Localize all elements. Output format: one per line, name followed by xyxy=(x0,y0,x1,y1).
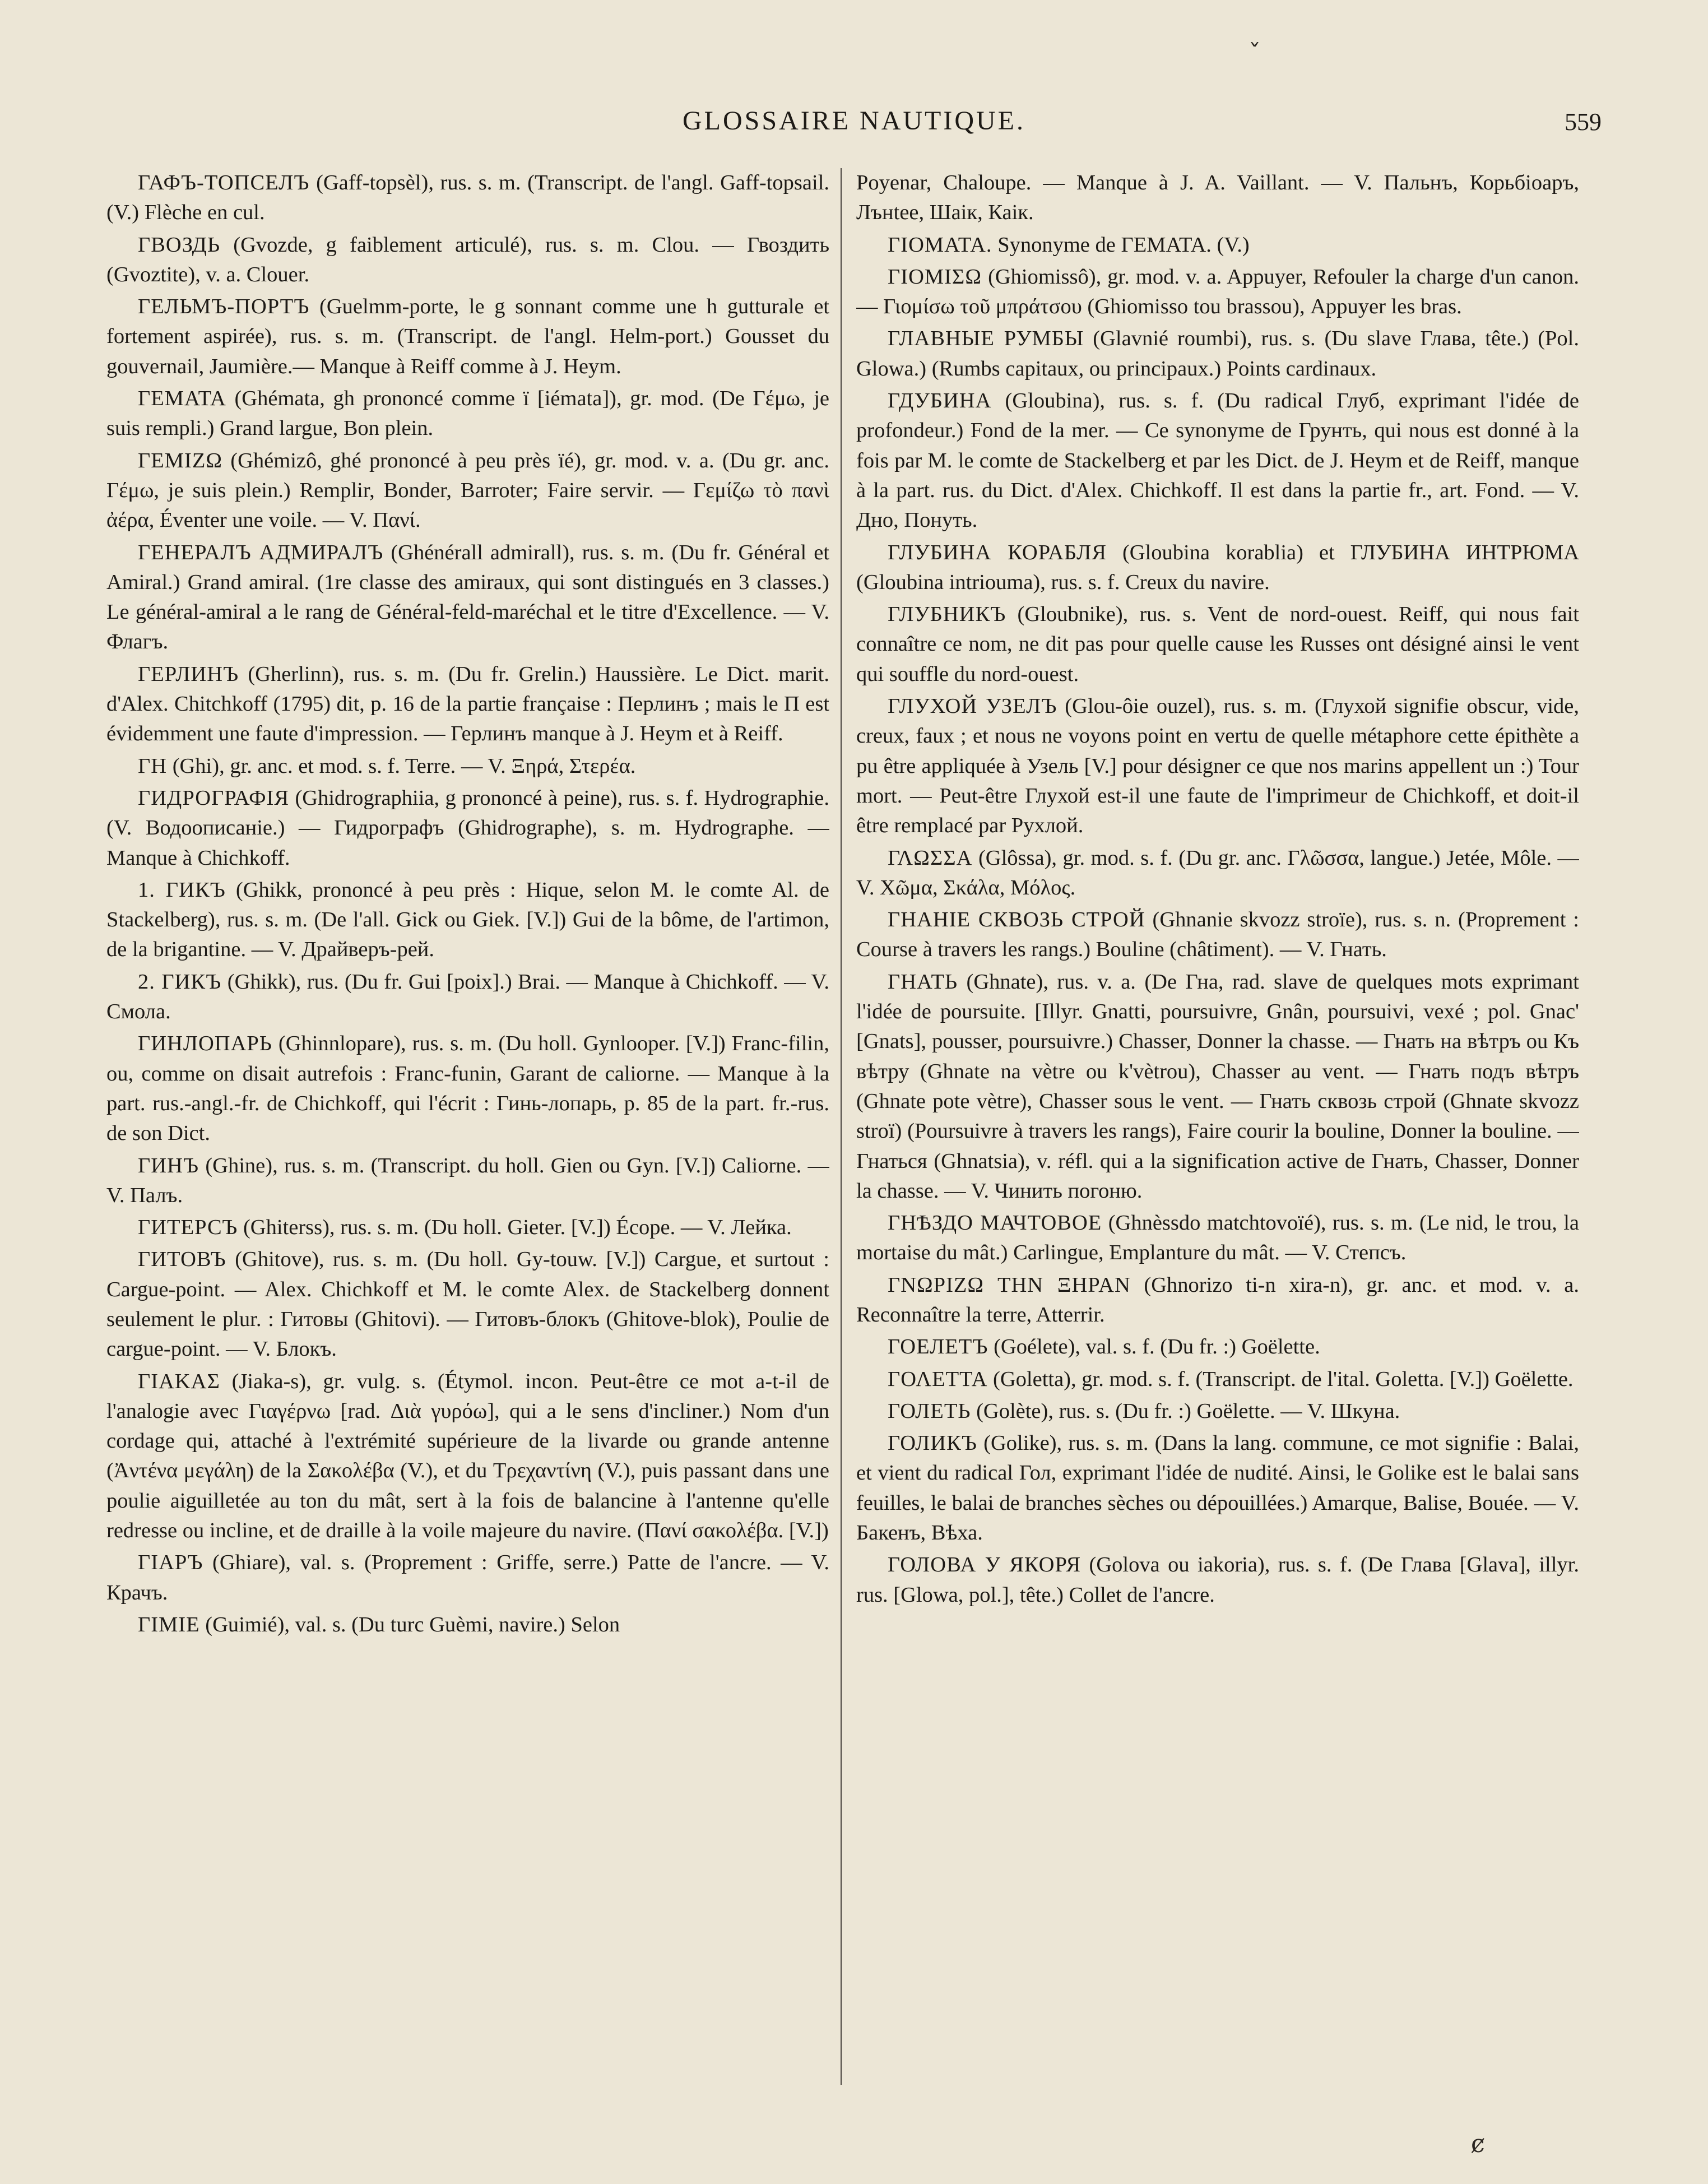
entry-body: (Ghiterss), rus. s. m. (Du holl. Gieter. [V.]) Écope. — V. Лейка. xyxy=(243,1216,792,1240)
page-title: GLOSSAIRE NAUTIQUE. xyxy=(683,106,1025,136)
glossary-entry xyxy=(856,324,1579,384)
entry-headword: ГЛУБИНА КОРАБЛЯ xyxy=(888,540,1107,564)
entry-body: (Ghikk, prononcé à peu près : Hique, selon M. le comte Al. de Stackelberg), rus. s. m. (De l'all. Gick ou Giek. [V.]) Gui de la bôme, de l'artimon, de la brigantine. — V. Драйверъ-рей. xyxy=(106,878,829,962)
entry-body: (Gloubina korablia) et ГЛУБИНА ИНТРЮМА (Gloubina intriouma), rus. s. f. Creux du navire. xyxy=(856,540,1579,594)
glossary-entry xyxy=(856,692,1579,841)
entry-headword: ГЛУХОЙ УЗЕЛЪ xyxy=(888,694,1057,718)
glossary-entry xyxy=(856,905,1579,965)
entry-body: (Ghnanie skvozz stroïe), rus. s. n. (Proprement : Course à travers les rangs.) Bouline (châtiment). — V. Гнать. xyxy=(856,908,1579,962)
entry-headword: ГОЛЕТЬ xyxy=(888,1399,971,1423)
glossary-entry xyxy=(106,1245,829,1364)
entry-headword: ГНАТЬ xyxy=(888,970,958,994)
glossary-entry xyxy=(106,168,829,228)
left-column xyxy=(106,168,829,2107)
glossary-entry xyxy=(856,1429,1579,1548)
entry-headword: ΓΛΩΣΣΑ xyxy=(888,846,973,870)
glossary-entry xyxy=(856,262,1579,322)
entry-headword: ГНАНІЕ СКВОЗЬ СТРОЙ xyxy=(888,908,1145,932)
entry-headword: ГВОЗДЬ xyxy=(138,233,221,257)
glossary-entry xyxy=(856,386,1579,535)
entry-body: (Ghnorizo ti-n xira-n), gr. anc. et mod. v. a. Reconnaître la terre, Atterrir. xyxy=(856,1273,1579,1327)
entry-headword: ΓΙΑΚΑΣ xyxy=(138,1369,220,1393)
glossary-entry xyxy=(106,875,829,965)
glossary-entry xyxy=(106,446,829,536)
entry-headword: ГЕРЛИНЪ xyxy=(138,662,239,686)
entry-headword: ГІМІЕ xyxy=(138,1612,200,1636)
page-number: 559 xyxy=(1565,108,1602,136)
glossary-entry xyxy=(106,967,829,1027)
entry-body: (Ghiare), val. s. (Proprement : Griffe, serre.) Patte de l'ancre. — V. Крачъ. xyxy=(106,1551,829,1605)
ink-mark-icon: ȼ xyxy=(1471,2130,1485,2158)
ink-mark-icon: ˇ xyxy=(1248,39,1261,68)
glossary-entry xyxy=(856,1208,1579,1268)
glossary-entry xyxy=(856,538,1579,598)
entry-body: (Golova ou iakoria), rus. s. f. (De Глава [Glava], illyr. rus. [Glowa, pol.], tête.) Collet de l'ancre. xyxy=(856,1553,1579,1607)
entry-headword: ΓΗ xyxy=(138,754,168,778)
glossary-entry xyxy=(856,843,1579,903)
glossary-entry xyxy=(856,1550,1579,1610)
entry-headword: ΓΟΛΕΤΤΑ xyxy=(888,1367,988,1391)
right-column xyxy=(856,168,1579,2107)
entry-headword: ГЕЛЬМЪ-ПОРТЪ xyxy=(138,295,310,319)
column-divider xyxy=(841,168,842,2085)
entry-body: (Ghi), gr. anc. et mod. s. f. Terre. — V. Ξηρά, Στερέα. xyxy=(172,754,636,778)
entry-headword: ГИНЪ xyxy=(138,1153,199,1177)
entry-headword: ГИНЛОПАРЬ xyxy=(138,1032,272,1056)
glossary-entry xyxy=(106,1151,829,1211)
entry-body: (Guimié), val. s. (Du turc Guèmi, navire.) Selon xyxy=(205,1612,620,1636)
entry-headword: ГОЛОВА У ЯКОРЯ xyxy=(888,1553,1082,1577)
entry-body: (Ghinnlopare), rus. s. m. (Du holl. Gynlooper. [V.]) Franc-filin, ou, comme on disait autrefois : Franc-funin, Garant de caliorne. — Manque à la part. rus.-angl.-fr. de Chichkoff, qui l'écrit : Гинь-лопарь, p. 85 de la part. fr.-rus. de son Dict. xyxy=(106,1032,829,1146)
entry-body: (Gherlinn), rus. s. m. (Du fr. Grelin.) Haussière. Le Dict. marit. d'Alex. Chitchkoff (1795) dit, p. 16 de la partie française : Перлинъ ; mais le П est évidemment une faute d'impression. — Герлинъ manque à J. Heym et à Reiff. xyxy=(106,662,829,746)
entry-headword: ГИДРОГРАФІЯ xyxy=(138,786,290,810)
entry-body: (Ghidrographiia, g prononcé à peine), rus. s. f. Hydrographie. (V. Водоописаніе.) — Гидрографъ (Ghidrographe), s. m. Hydrographe. — Manque à Chichkoff. xyxy=(106,786,829,870)
entry-body: (Jiaka-s), gr. vulg. s. (Étymol. incon. Peut-être ce mot a-t-il de l'analogie avec Γιαγέρνω [rad. Διὰ γυρόω], qui a le sens d'incliner.) Nom d'un cordage qui, attaché à l'extrémité supérieure de la livarde ou grande antenne (Ἀντένα μεγάλη) de la Σακολέβα (V.), et du Τρεχαντίνη (V.), puis passant dans une poulie aiguilletée au ton du mât, sert à la fois de balancine à l'antenne qu'elle redresse ou incline, et de draille à la voile majeure du navire. (Πανί σακολέβα. [V.]) xyxy=(106,1369,829,1543)
glossary-entry xyxy=(856,230,1579,260)
glossary-entry xyxy=(106,783,829,873)
page-header xyxy=(106,105,1602,150)
entry-body: (Glou-ôie ouzel), rus. s. m. (Глухой signifie obscur, vide, creux, faux ; et nous ne voyons point en vertu de quelle métaphore cette épithète a pu être appliquée à Узель [V.] pour désigner ce que nos marins appellent un :) Tour mort. — Peut-être Глухой est-il une faute de l'imprimeur de Chichkoff, et doit-il être remplacé par Рухлой. xyxy=(856,694,1579,838)
entry-body: (Glavnié roumbi), rus. s. (Du slave Глава, tête.) (Pol. Glowa.) (Rumbs capitaux, ou principaux.) Points cardinaux. xyxy=(856,327,1579,381)
entry-body: (Golète), rus. s. (Du fr. :) Goëlette. — V. Шкуна. xyxy=(976,1399,1400,1423)
glossary-entry xyxy=(106,384,829,444)
entry-body: (Ghiomissô), gr. mod. v. a. Appuyer, Refouler la charge d'un canon. — Γιομίσω τοῦ μπράτσου (Ghiomisso tou brassou), Appuyer les bras. xyxy=(856,265,1579,319)
entry-body: (Glôssa), gr. mod. s. f. (Du gr. anc. Γλῶσσα, langue.) Jetée, Môle. — V. Χῶμα, Σκάλα, Μόλος. xyxy=(856,846,1579,899)
glossary-entry xyxy=(856,1397,1579,1426)
glossary-entry xyxy=(856,168,1579,228)
entry-headword: ГИТЕРСЪ xyxy=(138,1216,238,1240)
entry-body: (Gaff-topsèl), rus. s. m. (Transcript. de l'angl. Gaff-topsail. (V.) Flèche en cul. xyxy=(106,171,829,225)
entry-headword: ГЛАВНЫЕ РУМБЫ xyxy=(888,327,1084,351)
entry-body: (Ghine), rus. s. m. (Transcript. du holl. Gien ou Gyn. [V.]) Caliorne. — V. Палъ. xyxy=(106,1153,829,1207)
entry-body: Synonyme de ΓΕΜΑΤΑ. (V.) xyxy=(997,233,1250,257)
entry-headword: 1. ГИКЪ xyxy=(138,878,226,902)
entry-headword: ГІАРЪ xyxy=(138,1551,203,1575)
glossary-entry xyxy=(106,538,829,657)
entry-headword: ΓΕΜΑΤΑ xyxy=(138,387,226,411)
glossary-entry xyxy=(106,660,829,749)
entry-body: (Ghikk), rus. (Du fr. Gui [poix].) Brai. — Manque à Chichkoff. — V. Смола. xyxy=(106,970,829,1024)
glossary-entry xyxy=(106,752,829,781)
entry-headword: ГДУБИНА xyxy=(888,389,992,413)
glossary-entry xyxy=(106,1029,829,1148)
glossary-entry xyxy=(856,1365,1579,1394)
glossary-entry xyxy=(856,967,1579,1206)
glossary-entry xyxy=(106,1548,829,1608)
glossary-entry xyxy=(856,600,1579,689)
entry-body: (Gvozde, g faiblement articulé), rus. s. m. Clou. — Гвоздить (Gvoztite), v. a. Clouer. xyxy=(106,233,829,286)
entry-headword: ΓΙΟΜΙΣΩ xyxy=(888,265,982,289)
entry-body: (Gloubnike), rus. s. Vent de nord-ouest. Reiff, qui nous fait connaître ce nom, ne dit pas pour quelle cause les Russes ont désigné ainsi le vent qui souffle du nord-ouest. xyxy=(856,602,1579,686)
entry-headword: 2. ГИКЪ xyxy=(138,970,222,994)
entry-headword: ГОЕЛЕТЪ xyxy=(888,1335,988,1359)
entry-headword: ГИТОВЪ xyxy=(138,1248,226,1272)
entry-body: (Goletta), gr. mod. s. f. (Transcript. de l'ital. Goletta. [V.]) Goëlette. xyxy=(993,1367,1574,1391)
entry-body: (Ghitove), rus. s. m. (Du holl. Gy-touw. [V.]) Cargue, et surtout : Cargue-point. — Alex. Chichkoff et M. le comte Alex. de Stackelberg donnent seulement le plur. : Гитовы (Ghitovi). — Гитовъ-блокъ (Ghitove-blok), Poulie de cargue-point. — V. Блокъ. xyxy=(106,1248,829,1361)
entry-body: (Goélete), val. s. f. (Du fr. :) Goëlette. xyxy=(994,1335,1320,1359)
entry-body: (Ghémata, gh prononcé comme ï [iémata]), gr. mod. (De Γέμω, je suis rempli.) Grand largue, Bon plein. xyxy=(106,387,829,440)
glossary-entry xyxy=(106,292,829,382)
glossary-entry xyxy=(106,1610,829,1640)
entry-body: (Ghnèssdo matchtovoïé), rus. s. m. (Le nid, le trou, la mortaise du mât.) Carlingue, Emplanture du mât. — V. Степсъ. xyxy=(856,1211,1579,1265)
glossary-entry xyxy=(856,1332,1579,1362)
entry-headword: ГЛУБНИКЪ xyxy=(888,602,1006,627)
entry-headword: ГНѢЗДО МАЧТОВОЕ xyxy=(888,1211,1102,1235)
entry-headword: ΓΙΟΜΑΤΑ. xyxy=(888,233,992,257)
glossary-entry xyxy=(106,1367,829,1546)
entry-headword: ΓΝΩΡΙΖΩ ΤΗΝ ΞΗΡΑΝ xyxy=(888,1273,1131,1297)
entry-headword: ΓΕΜΙΖΩ xyxy=(138,448,222,472)
entry-body: (Ghnate), rus. v. a. (De Гна, rad. slave de quelques mots exprimant l'idée de poursuite. [Illyr. Gnatti, poursuivre, Gnân, poursuivi, vexé ; pol. Gnac' [Gnats], pousser, poursuivre.) Chasser, Donner la chasse. — Гнать на вѣтръ ou Къ вѣтру (Ghnate na vètre ou k'vètrou), Chasser au vent. — Гнать подъ вѣтръ (Ghnate pote vètre), Chasser sous le vent. — Гнать сквозь строй (Ghnate skvozz stroï) (Poursuivre à travers les rangs), Faire courir la bouline, Donner la bouline. — Гнаться (Ghnatsia), v. réfl. qui a la signification active de Гнать, Chasser, Donner la chasse. — V. Чинить погоню. xyxy=(856,970,1579,1203)
entry-body: (Ghémizô, ghé prononcé à peu près ïé), gr. mod. v. a. (Du gr. anc. Γέμω, je suis plein.) Remplir, Bonder, Barroter; Faire servir. — Γεμίζω τὸ πανὶ ἀέρα, Éventer une voile. — V. Πανί. xyxy=(106,448,829,532)
entry-headword: ГАФЪ-ТОПСЕЛЪ xyxy=(138,171,310,194)
entry-body: (Ghénérall admirall), rus. s. m. (Du fr. Général et Amiral.) Grand amiral. (1re classe des amiraux, qui sont distingués en 3 classes.) Le général-amiral a le rang de Général-feld-maréchal et le titre d'Excellence. — V. Флагъ. xyxy=(106,540,829,654)
glossary-entry xyxy=(856,1270,1579,1330)
entry-body: (Gloubina), rus. s. f. (Du radical Глуб, exprimant l'idée de profondeur.) Fond de la mer. — Ce synonyme de Грунть, qui nous est donné à la fois par M. le comte de Stackelberg et par les Dict. de J. Heym et de Reiff, manque à la part. rus. du Dict. d'Alex. Chichkoff. Il est dans la partie fr., art. Fond. — V. Дно, Понуть. xyxy=(856,389,1579,532)
entry-headword: ГОЛИКЪ xyxy=(888,1431,977,1455)
entry-body: (Golike), rus. s. m. (Dans la lang. commune, ce mot signifie : Balai, et vient du radical Гол, exprimant l'idée de nudité. Ainsi, le Golike est le balai sans feuilles, le balai de branches sèches ou dépouillées.) Amarque, Balise, Bouée. — V. Бакенъ, Вѣха. xyxy=(856,1431,1579,1545)
entry-body: Poyenar, Chaloupe. — Manque à J. A. Vaillant. — V. Пальнъ, Корьбіоаръ, Лънtee, Шаік, Каік. xyxy=(856,171,1579,225)
glossary-entry xyxy=(106,1213,829,1242)
entry-headword: ГЕНЕРАЛЪ АДМИРАЛЪ xyxy=(138,540,384,564)
glossary-entry xyxy=(106,230,829,290)
entry-body: (Guelmm-porte, le g sonnant comme une h gutturale et fortement aspirée), rus. s. m. (Transcript. de l'angl. Helm-port.) Gousset du gouvernail, Jaumière.— Manque à Reiff comme à J. Heym. xyxy=(106,295,829,378)
